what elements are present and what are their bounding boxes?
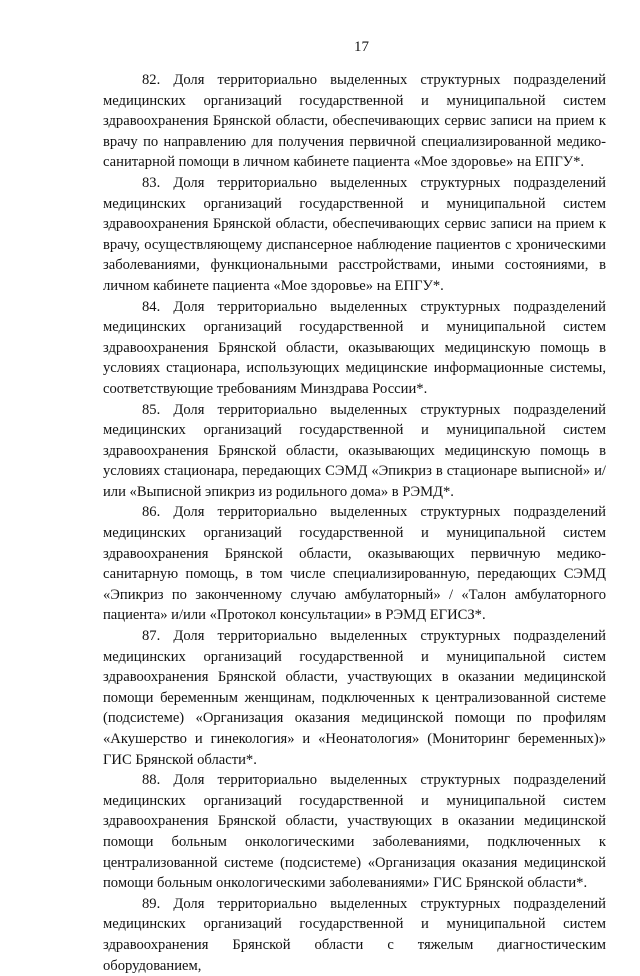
- paragraph-85: 85. Доля территориально выделенных структурных подразделений медицинских организаций государственной и муниципальной систем здравоохранения Брянской области, оказывающих медицинскую помощь в условиях стационара, передающих СЭМД «Эпикриз в стационаре выписной» и/или «Выписной эпикриз из родильного дома» в РЭМД*.: [103, 401, 606, 500]
- paragraph-82: 82. Доля территориально выделенных структурных подразделений медицинских организаций государственной и муниципальной систем здравоохранения Брянской области, обеспечивающих сервис записи на прием к врачу по направлению для получения первичной специализированной медико-санитарной помощи в личном кабинете пациента «Мое здоровье» на ЕПГУ*.: [103, 72, 606, 171]
- paragraph-88: 88. Доля территориально выделенных структурных подразделений медицинских организаций государственной и муниципальной систем здравоохранения Брянской области, участвующих в оказании медицинской помощи больным онкологическими заболеваниями, подключенных к централизованной системе (подсистеме) «Организация оказания медицинской помощи больным онкологическими заболеваниями» ГИС Брянской области*.: [103, 772, 606, 892]
- paragraph-86: 86. Доля территориально выделенных структурных подразделений медицинских организаций государственной и муниципальной систем здравоохранения Брянской области, оказывающих первичную медико-санитарную помощь, в том числе специализированную, передающих СЭМД «Эпикриз по законченному случаю амбулаторный» / «Талон амбулаторного пациента» и/или «Протокол консультации» в РЭМД ЕГИСЗ*.: [103, 504, 606, 624]
- paragraph-83: 83. Доля территориально выделенных структурных подразделений медицинских организаций государственной и муниципальной систем здравоохранения Брянской области, обеспечивающих сервис записи на прием к врачу, осуществляющему диспансерное наблюдение пациентов с хроническими заболеваниями, функциональными расстройствами, иными состояниями, в личном кабинете пациента «Мое здоровье» на ЕПГУ*.: [103, 174, 606, 294]
- paragraph-84: 84. Доля территориально выделенных структурных подразделений медицинских организаций государственной и муниципальной систем здравоохранения Брянской области, оказывающих медицинскую помощь в условиях стационара, использующих медицинские информационные системы, соответствующие требованиям Минздрава России*.: [103, 298, 606, 397]
- paragraph-89: 89. Доля территориально выделенных структурных подразделений медицинских организаций государственной и муниципальной систем здравоохранения Брянской области с тяжелым диагностическим оборудованием,: [103, 895, 606, 974]
- page-number: 17: [354, 39, 369, 55]
- paragraph-87: 87. Доля территориально выделенных структурных подразделений медицинских организаций государственной и муниципальной систем здравоохранения Брянской области, участвующих в оказании медицинской помощи беременным женщинам, подключенных к централизованной системе (подсистеме) «Организация оказания медицинской помощи по профилям «Акушерство и гинекология» и «Неонатология» (Мониторинг беременных)» ГИС Брянской области*.: [103, 628, 606, 768]
